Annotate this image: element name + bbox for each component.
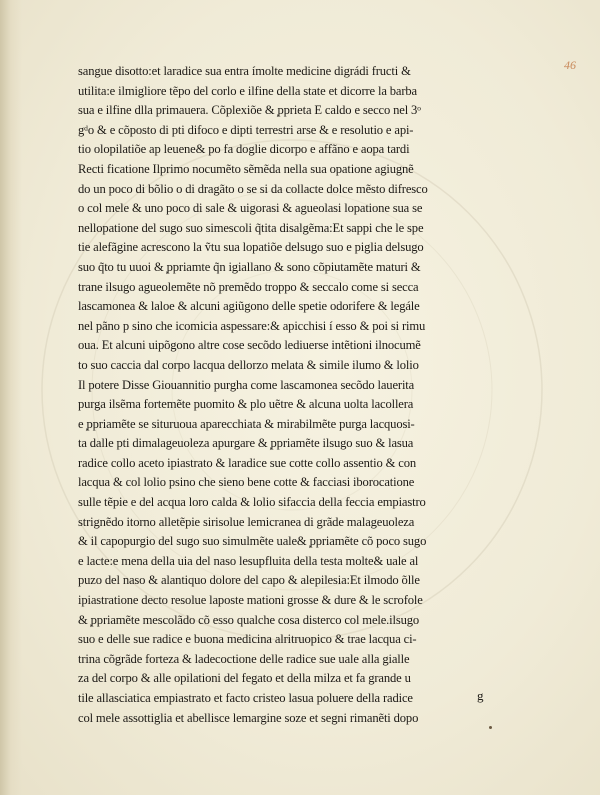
text-block xyxy=(78,62,508,728)
text-line: nellopatione del sugo suo simescoli q̃tita disalgẽma:Et sappi che le spe xyxy=(78,220,424,235)
text-line: sulle tẽpie e del acqua loro calda & lolio sifaccia della feccia empiastro xyxy=(78,495,426,510)
ink-dot xyxy=(489,726,492,729)
text-line: & il capopurgio del sugo suo simulmẽte uale& ̦ppriamẽte cõ poco sugo xyxy=(78,534,427,549)
text-line: ipiastratione decto resolue laposte mationi grosse & dure & le scrofole xyxy=(78,593,423,608)
text-line: to suo caccia dal corpo lacqua dellorzo melata & simile ilumo & lolio xyxy=(78,357,419,372)
text-line: suo q̃to tu uuoi & ̦ppriamte q̃n igiallano & sono cõpiutamẽte maturi & xyxy=(78,259,421,274)
text-line: utilita:e ilmigliore tẽpo del corlo e ilfine della state et dicorre la barba xyxy=(78,83,417,98)
signature-mark: g xyxy=(477,688,484,703)
text-line: do un poco di bõlio o di dragãto o se si da collacte dolce mẽsto difresco xyxy=(78,181,428,196)
text-line: strignẽdo itorno alletẽpie sirisolue lemicranea di grãde malageuoleza xyxy=(78,514,415,529)
text-line: e lacte:e mena della uia del naso lesupfluita della testa molte& uale al xyxy=(78,553,419,568)
text-line: oua. Et alcuni uipõgono altre cose secõdo lediuerse intẽtioni ilnocumẽ xyxy=(78,338,421,353)
text-line: Il potere Disse Giouannitio purgha come lascamonea secõdo lauerita xyxy=(78,377,415,392)
binding-shadow xyxy=(0,0,22,795)
text-line: purga ilsẽma fortemẽte puomito & plo uẽtre & alcuna uolta lacollera xyxy=(78,397,414,412)
text-line: Recti ficatione Ilprimo nocumẽto sẽmẽda nella sua opatione agiugnẽ xyxy=(78,161,414,176)
text-line: sangue disotto:et laradice sua entra ímolte medicine digrádi fructi & xyxy=(78,64,411,78)
text-line: lascamonea & laloe & alcuni agiũgono delle spetie odorifere & legále xyxy=(78,299,420,314)
folio-number: 46 xyxy=(564,58,576,72)
text-line: nel pãno p sino che icomicia aspessare:& apicchisi í esso & poi si rimu xyxy=(78,318,426,333)
text-line: trina cõgrãde forteza & ladecoctione delle radice sue uale alla gialle xyxy=(78,651,410,666)
text-line: & ̦ppriamẽte mescolãdo cõ esso qualche cosa disterco col mele.ilsugo xyxy=(78,612,420,627)
text-line: ta dalle pti dimalageuoleza apurgare & ̦ppriamẽte ilsugo suo & lasua xyxy=(78,436,414,451)
text-line: e ̦ppriamẽte se situruoua aparecchiata & mirabilmẽte purga lacquosi- xyxy=(78,416,415,431)
text-line: tie alefãgine acrescono la ṽtu sua lopatiõe delsugo suo e piglia delsugo xyxy=(78,240,424,255)
text-line: za del corpo & alle opilationi del fegato et della milza et fa grande u xyxy=(78,671,411,686)
text-line: tile allasciatica empiastrato et facto cristeo lasua poluere della radice xyxy=(78,691,413,705)
text-line: trane ilsugo agueolemẽte nõ premẽdo troppo & seccalo come si secca xyxy=(78,279,419,294)
text-line: sua e ilfine dlla primauera. Cõplexiõe & ̦pprieta E caldo e secco nel 3ᵒ xyxy=(78,103,421,118)
text-line: o col mele & uno poco di sale & uigorasi & agueolasi lopatione sua se xyxy=(78,201,423,216)
text-line: puzo del naso & alantiquo dolore del capo & alepilesia:Et ilmodo õlle xyxy=(78,573,420,588)
text-line: gᵈo & e cõposto di pti difoco e dipti terrestri arse & e resolutio e api- xyxy=(78,122,414,137)
text-line: col mele assottiglia et abellisce lemargine soze et segni rimanẽti dopo xyxy=(78,710,419,725)
text-line: suo e delle sue radice e buona medicina alritruopico & trae lacqua ci- xyxy=(78,632,417,647)
text-line: lacqua & col lolio psino che sieno bene cotte & facciasi iborocatione xyxy=(78,475,415,490)
text-line: tio olopilatiõe ap leuene& po fa doglie dicorpo e affãno e aopa tardi xyxy=(78,142,410,157)
text-line: radice collo aceto ipiastrato & laradice sue cotte collo assentio & con xyxy=(78,455,416,470)
